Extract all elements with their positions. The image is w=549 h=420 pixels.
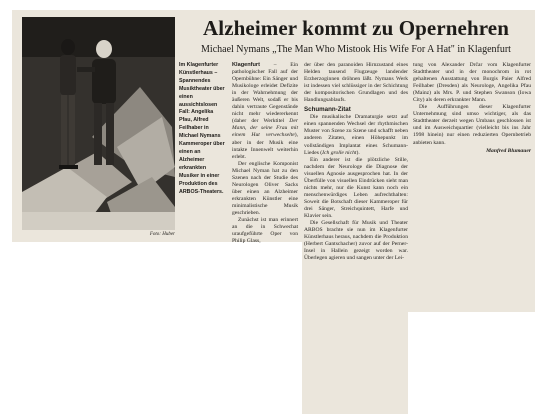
article-paragraph: Die Gesellschaft für Musik und Theater ARBOS brachte sie nun im Klagenfurter Künstlerhaus heraus, nachdem die Produktion (Herbert Gantschacher) zuvor auf der Perner-Insel in Hallein gezeigt worden war. Überlegen agieren und sangen unter der Lei-	[304, 220, 408, 262]
article-subline: Michael Nymans „The Man Who Mistook His Wife For A Hat" in Klagenfurt	[201, 44, 511, 55]
article-column-2	[304, 62, 408, 262]
article-headline: Alzheimer kommt zu Opernehren	[203, 16, 509, 40]
article-paragraph: Die Aufführungen dieser Klagenfurter Unternehmung sind umso wichtiger, als das Stadttheater derzeit wegen Umbaus geschlossen ist und im Ausweichquartier (vielleicht bis ins Jahr 1998 hinein) nur einen reduzierten Opernbetrieb anbieten kann.	[413, 104, 531, 146]
article-subheading: Schumann-Zitat	[304, 106, 351, 114]
photo-credit: Foto: Huber	[149, 232, 175, 237]
article-paragraph: Die musikalische Dramaturgie setzt auf einen spannenden Wechsel der rhythmischen Muster von Szene zu Szene und schafft neben anderen Zitaten, einen Höhepunkt im vollständigen Implantat eines Schumann-Liedes (Ich grolle nicht).	[304, 114, 408, 156]
clipping-cutout-right	[408, 312, 549, 420]
article-column-3	[413, 62, 531, 155]
photo-caption: Im Klagenfurter Künstlerhaus – Spannendes Musiktheater über einen aussichtslosen Fall: Angelika Pfau, Alfred Feilhaber in Michael Nymans Kammeroper über einen an Alzheimer erkrankten Musiker in einer Produktion des ARBOS-Theaters.	[179, 62, 225, 195]
article-column-1	[232, 62, 298, 245]
article-paragraph: Zunächst ist man erinnert an die in Schwechat uraufgeführte Oper von Philip Glass,	[232, 217, 298, 245]
article-paragraph: Ein anderer ist die plötzliche Stille, nachdem der Neurologe die Diagnose der visuellen Agnosie ausgesprochen hat. In der Überfülle von visuellen Eindrücken sieht man nichts mehr, nur die Kunst kann noch ein menschenwürdiges Leben aufrechthalten: Soweit die Botschaft dieser Kammeroper für drei Sänger, Streichquintett, Harfe und Klavier sein.	[304, 156, 408, 219]
article-paragraph: Klagenfurt – Ein pathologischer Fall auf der Opernbühne: Ein Sänger und Musikologe erleidet Defizite in der Wahrnehmung der äußeren Welt, sodaß er bis dahin vertraute Gegenstände nicht mehr wiedererkennt (daher der Werktitel Der Mann, der seine Frau mit einem Hut verwechselte), aber in der Musik eine intakte Innenwelt weiterhin erlebt.	[232, 62, 298, 160]
clipping-cutout-left	[0, 242, 302, 420]
article-author: Manfred Blumauer	[486, 147, 531, 154]
stage-photo-graphic	[22, 17, 175, 230]
article-paragraph: Der englische Komponist Michael Nyman hat zu den Szenen nach der Studie des Neurologen Oliver Sacks über einen an Alzheimer erkrankten Künstler eine minimalistische Musik geschrieben.	[232, 160, 298, 216]
stage-photo	[22, 17, 175, 230]
article-paragraph: der über den paranoiden Hirnzustand eines Helden tausend Flugzeuge landender Erzherzoginnen dröhnen läßt. Nymans Werk ist indessen viel schlüssiger in der Schichtung der kompositorischen Grundlagen und des Handlungsablaufs.	[304, 62, 408, 104]
article-paragraph: tung von Alexander Drčar vom Klagenfurter Stadttheater und in der monochrom in rot gehaltenen Ausstattung von Burgis Paier Alfred Feilhaber (Dresden) als Neurologe, Angelika Pfau (Mainz) als Mrs. P. und Stephen Swanson (Iowa City) als deren erkrankter Mann.	[413, 62, 531, 104]
